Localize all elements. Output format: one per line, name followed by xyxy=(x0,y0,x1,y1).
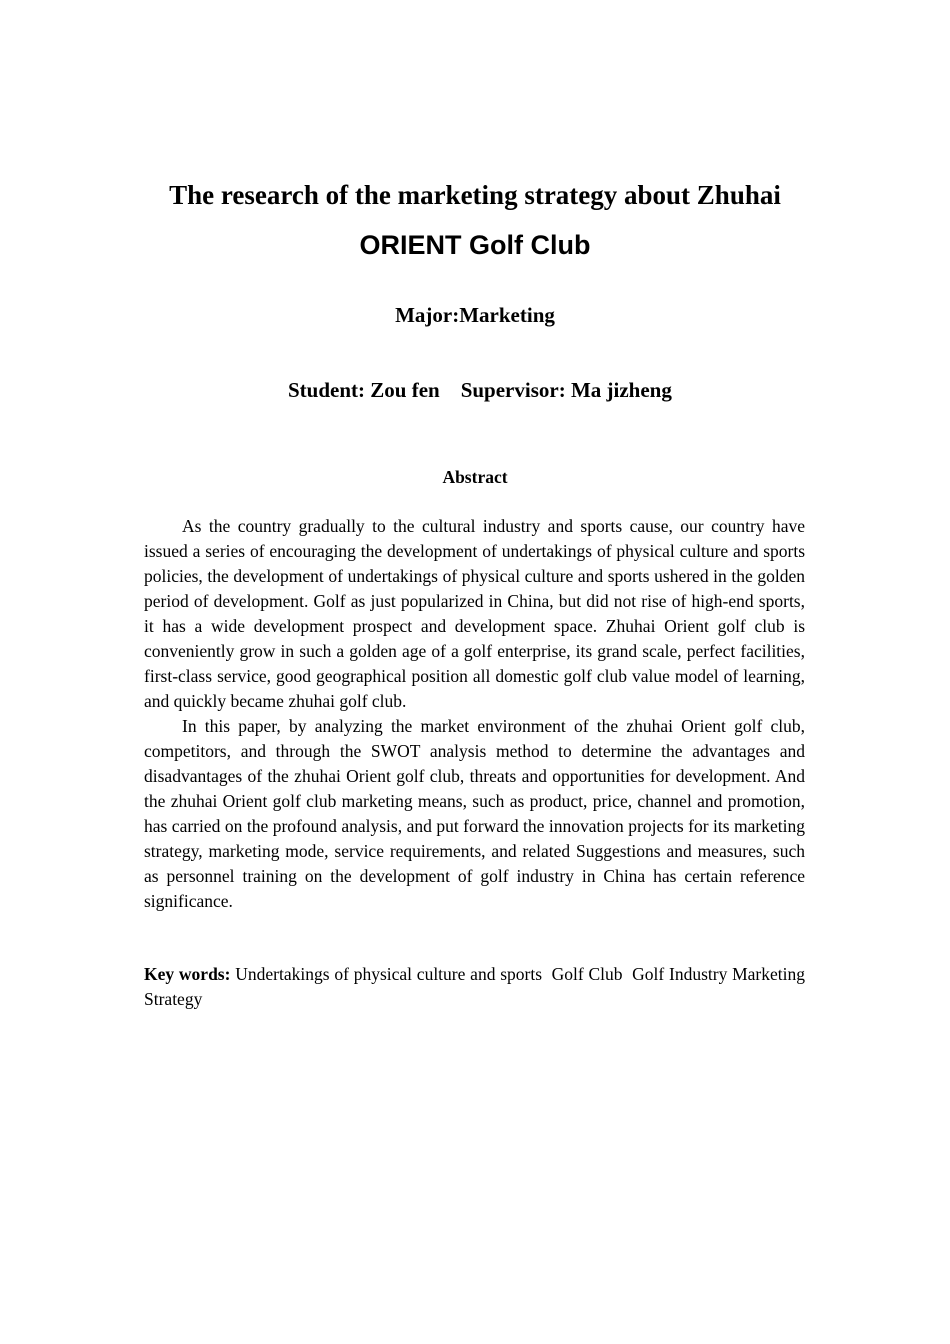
author-line xyxy=(288,375,672,405)
paper-title xyxy=(100,170,850,270)
student-name: Student: Zou fen xyxy=(288,378,440,402)
paper-title-line-2: ORIENT Golf Club xyxy=(359,230,591,260)
abstract-heading: Abstract xyxy=(442,467,508,487)
keywords-label: Key words: xyxy=(144,964,231,984)
abstract-body xyxy=(144,514,805,914)
abstract-paragraph-2: In this paper, by analyzing the market environment of the zhuhai Orient golf club, competitors, and through the SWOT analysis method to determine the advantages and disadvantages of the zhuhai Orient golf club, threats and opportunities for development. And the zhuhai Orient golf club marketing means, such as product, price, channel and promotion, has carried on the profound analysis, and put forward the innovation projects for its marketing strategy, marketing mode, service requirements, and related Suggestions and measures, such as personnel training on the development of golf industry in China has certain reference significance. xyxy=(144,716,805,911)
keywords-text: Undertakings of physical culture and sports Golf Club Golf Industry Marketing Strategy xyxy=(144,964,806,1009)
major-line: Major:Marketing xyxy=(395,303,555,327)
keywords-section xyxy=(144,962,805,1012)
supervisor-name: Supervisor: Ma jizheng xyxy=(460,378,672,402)
paper-title-line-1: The research of the marketing strategy about Zhuhai xyxy=(169,180,781,210)
abstract-paragraph-1: As the country gradually to the cultural industry and sports cause, our country have issued a series of encouraging the development of undertakings of physical culture and sports policies, the development of undertakings of physical culture and sports ushered in the golden period of development. Golf as just popularized in China, but did not rise of high-end sports, it has a wide development prospect and development space. Zhuhai Orient golf club is conveniently grow in such a golden age of a golf enterprise, its grand scale, perfect facilities, first-class service, good geographical position all domestic golf club value model of learning, and quickly became zhuhai golf club. xyxy=(144,516,805,711)
